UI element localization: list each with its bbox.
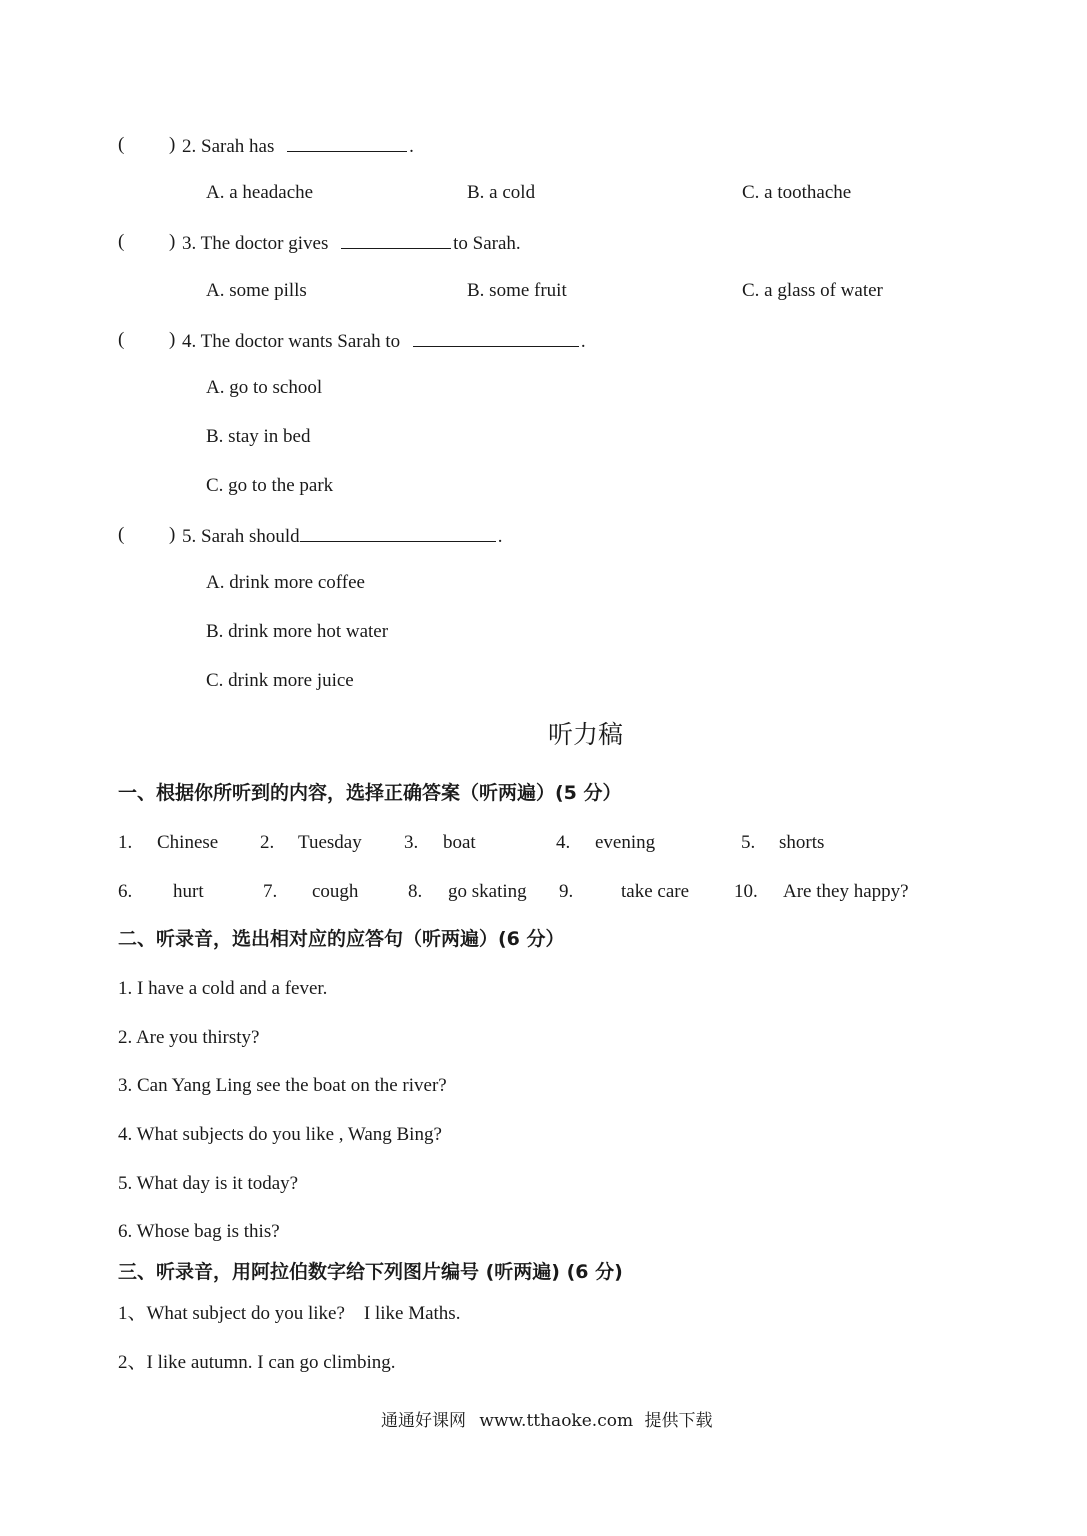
answer-paren-left: ( (118, 134, 125, 155)
listening-script-title: 听力稿 (548, 720, 624, 749)
footer-suffix: 提供下载 (644, 1411, 713, 1431)
answer-paren-left: ( (118, 231, 125, 252)
item-word: hurt (173, 881, 204, 902)
question-stem-tail: . (497, 526, 503, 547)
answer-paren-right: ) (169, 524, 176, 545)
option-a: A. drink more coffee (206, 572, 365, 593)
script-sentence: 2、I like autumn. I can go climbing. (118, 1352, 396, 1373)
answer-paren-right: ) (169, 329, 176, 350)
item-number: 3. (404, 832, 419, 853)
option-b: B. some fruit (467, 280, 567, 301)
item-number: 8. (408, 881, 423, 902)
item-word: Tuesday (298, 832, 362, 853)
answer-paren-right: ) (169, 134, 176, 155)
option-b: B. stay in bed (206, 426, 311, 447)
option-c: C. a glass of water (742, 280, 883, 301)
item-word: Chinese (157, 832, 219, 853)
question-stem-text: 2. Sarah has (182, 136, 275, 157)
script-sentence: 2. Are you thirsty? (118, 1027, 260, 1048)
item-word: shorts (779, 832, 825, 853)
option-b: B. drink more hot water (206, 621, 389, 642)
answer-blank (341, 230, 451, 249)
section-3-heading: 三、听录音，用阿拉伯数字给下列图片编号 (听两遍) (6 分) (118, 1261, 623, 1283)
option-c: C. go to the park (206, 475, 334, 496)
item-number: 5. (741, 832, 756, 853)
question-3-stem (182, 230, 521, 256)
footer-url-link[interactable]: www.tthaoke.com (479, 1411, 634, 1431)
item-number: 7. (263, 881, 278, 902)
item-word: boat (443, 832, 476, 853)
section-2-heading: 二、听录音，选出相对应的应答句（听两遍）(6 分） (118, 928, 565, 950)
answer-paren-right: ) (169, 231, 176, 252)
option-a: A. go to school (206, 377, 323, 398)
question-2-stem (182, 133, 414, 159)
question-stem-text: 3. The doctor gives (182, 233, 329, 254)
option-c: C. a toothache (742, 182, 852, 203)
script-sentence: 1. I have a cold and a fever. (118, 978, 328, 999)
answer-blank (287, 133, 407, 152)
footer-site-name: 通通好课网 (381, 1411, 466, 1431)
item-number: 6. (118, 881, 133, 902)
answer-blank (300, 523, 496, 542)
script-sentence: 6. Whose bag is this? (118, 1221, 280, 1242)
answer-paren-left: ( (118, 524, 125, 545)
script-sentence: 3. Can Yang Ling see the boat on the river? (118, 1075, 447, 1096)
item-word: cough (312, 881, 359, 902)
item-word: take care (621, 881, 690, 902)
option-c: C. drink more juice (206, 670, 354, 691)
item-word: Are they happy? (783, 881, 909, 902)
script-sentence: 5. What day is it today? (118, 1173, 299, 1194)
answer-blank (413, 328, 579, 347)
item-word: go skating (448, 881, 527, 902)
question-stem-tail: . (409, 136, 414, 157)
question-stem-tail: . (580, 331, 586, 352)
item-word: evening (595, 832, 656, 853)
option-b: B. a cold (467, 182, 536, 203)
question-stem-tail: to Sarah. (453, 233, 521, 254)
option-a: A. some pills (206, 280, 307, 301)
question-4-stem (182, 328, 586, 354)
option-a: A. a headache (206, 182, 314, 203)
script-sentence: 4. What subjects do you like , Wang Bing? (118, 1124, 442, 1145)
question-stem-text: 5. Sarah should (182, 526, 300, 547)
question-stem-text: 4. The doctor wants Sarah to (182, 331, 401, 352)
item-number: 9. (559, 881, 574, 902)
page-footer (381, 1410, 712, 1432)
question-5-stem (182, 523, 502, 549)
item-number: 2. (260, 832, 275, 853)
item-number: 10. (734, 881, 758, 902)
section-1-heading: 一、根据你所听到的内容，选择正确答案（听两遍）(5 分） (118, 782, 622, 804)
script-sentence: 1、What subject do you like? I like Maths. (118, 1303, 461, 1324)
item-number: 1. (118, 832, 133, 853)
item-number: 4. (556, 832, 571, 853)
answer-paren-left: ( (118, 329, 125, 350)
